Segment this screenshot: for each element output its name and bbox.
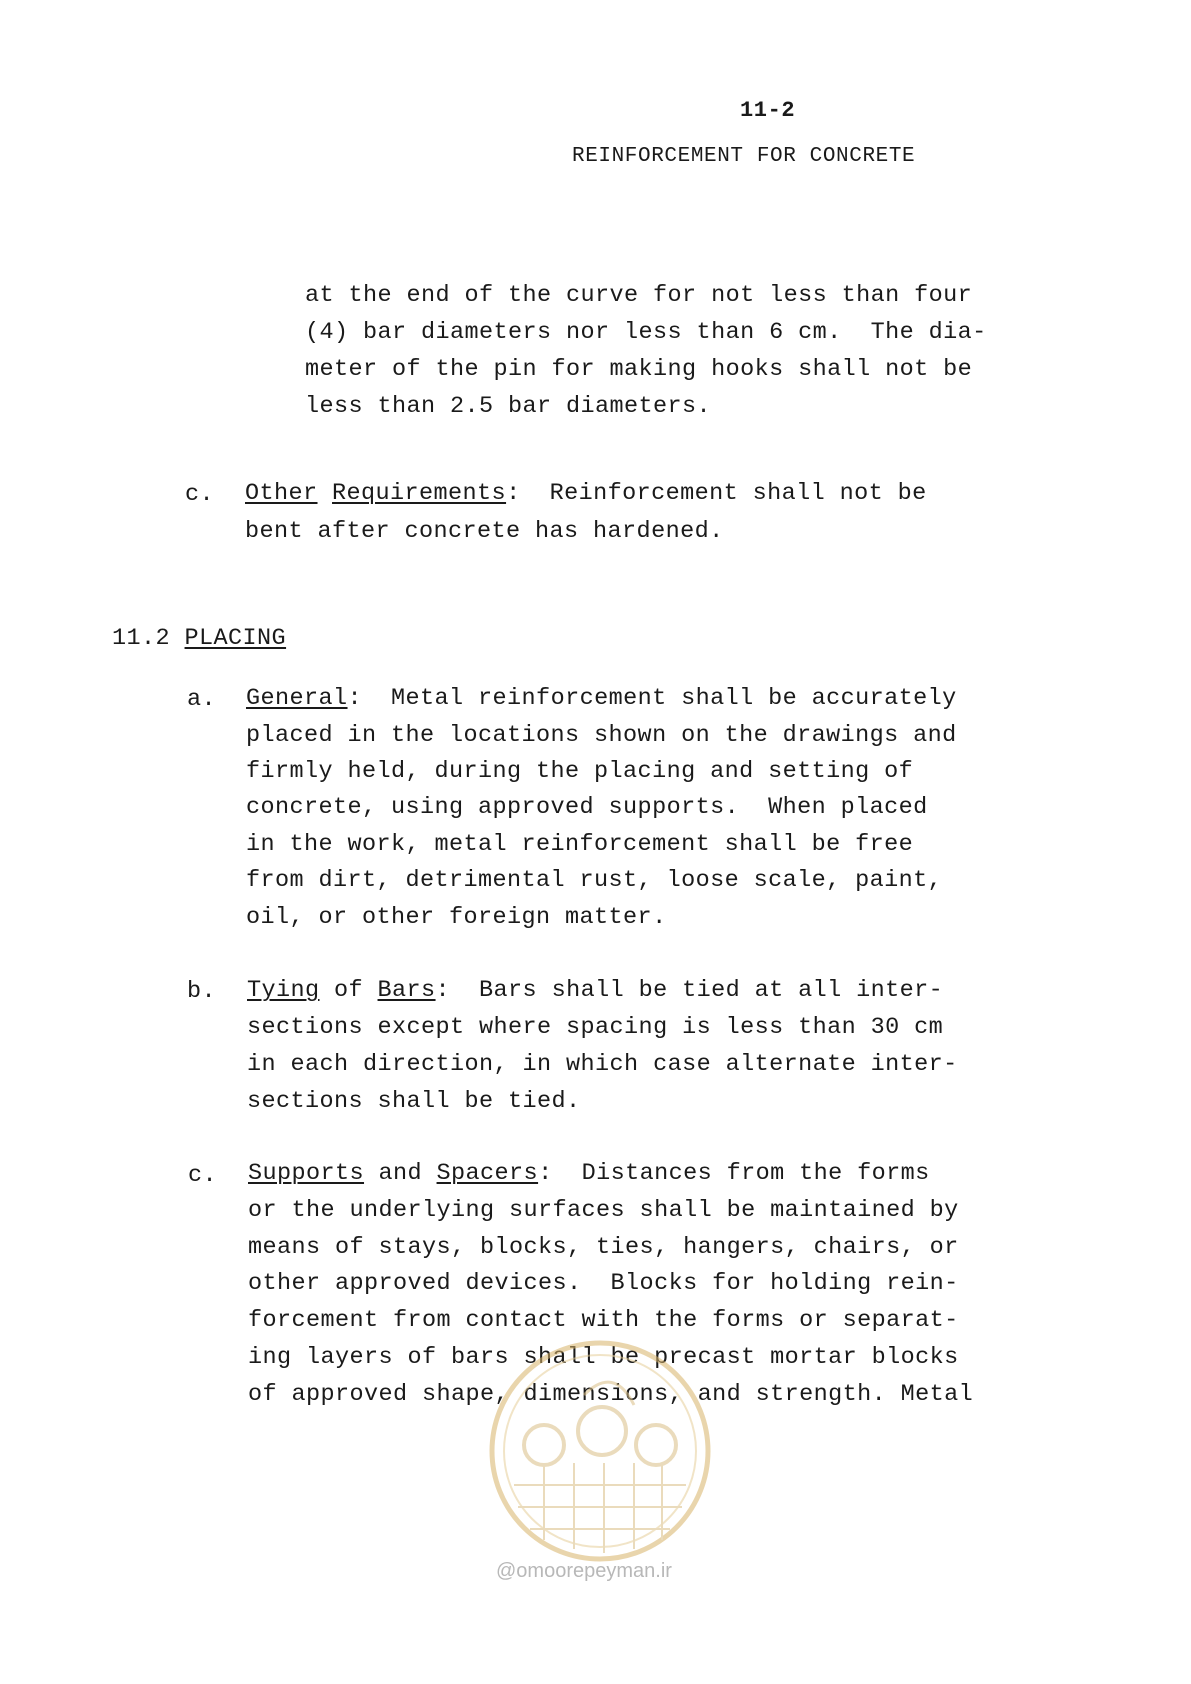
item-a-marker: a. — [187, 686, 217, 713]
item-a-line-7: oil, or other foreign matter. — [246, 904, 667, 931]
watermark-text: @omoorepeyman.ir — [496, 1560, 672, 1582]
item-b-label-b: Bars — [377, 977, 436, 1004]
item-c-line-7: of approved shape, dimensions, and strength. Metal — [248, 1381, 974, 1408]
section-number: 11.2 — [112, 625, 171, 652]
other-req-label-a: Other — [245, 480, 318, 507]
item-c-first-line — [248, 1157, 930, 1191]
section-heading — [112, 622, 286, 656]
item-a-first-line — [246, 682, 957, 716]
other-req-line-2: bent after concrete has hardened. — [245, 518, 724, 545]
carryover-line-1: at the end of the curve for not less than four — [305, 282, 973, 309]
item-b-mid: of — [319, 977, 378, 1004]
item-a-text: : Metal reinforcement shall be accurately — [347, 685, 957, 712]
item-c-line-6: ing layers of bars shall be precast mortar blocks — [248, 1344, 959, 1371]
item-c-line-2: or the underlying surfaces shall be maintained by — [248, 1197, 959, 1224]
item-a-line-2: placed in the locations shown on the drawings and — [246, 722, 957, 749]
item-b-line-3: in each direction, in which case alternate inter- — [247, 1051, 958, 1078]
item-c-label-b: Spacers — [436, 1160, 539, 1187]
item-b-first-line — [247, 974, 943, 1008]
item-c-label-a: Supports — [248, 1160, 365, 1187]
item-c-line-5: forcement from contact with the forms or separat- — [248, 1307, 959, 1334]
item-a-line-4: concrete, using approved supports. When placed — [246, 794, 928, 821]
carryover-line-3: meter of the pin for making hooks shall not be — [305, 356, 973, 383]
item-b-text: : Bars shall be tied at all inter- — [435, 977, 944, 1004]
section-header-title: REINFORCEMENT FOR CONCRETE — [572, 145, 916, 168]
section-title: PLACING — [184, 625, 287, 652]
other-req-text: : Reinforcement shall not be — [506, 480, 927, 507]
other-req-label-b: Requirements — [332, 480, 507, 507]
other-req-first-line — [245, 477, 927, 511]
item-c-line-4: other approved devices. Blocks for holding rein- — [248, 1270, 959, 1297]
item-c-mid: and — [364, 1160, 437, 1187]
item-a-label: General — [246, 685, 348, 712]
item-b-line-2: sections except where spacing is less than 30 cm — [247, 1014, 944, 1041]
carryover-line-4: less than 2.5 bar diameters. — [305, 393, 712, 420]
item-c-line-3: means of stays, blocks, ties, hangers, chairs, or — [248, 1234, 959, 1261]
item-b-line-4: sections shall be tied. — [247, 1088, 581, 1115]
item-c-text: : Distances from the forms — [538, 1160, 930, 1187]
page-number: 11-2 — [740, 98, 796, 123]
item-b-label-a: Tying — [247, 977, 320, 1004]
other-req-marker: c. — [185, 481, 215, 508]
carryover-line-2: (4) bar diameters nor less than 6 cm. The dia- — [305, 319, 987, 346]
item-b-marker: b. — [187, 978, 217, 1005]
item-a-line-6: from dirt, detrimental rust, loose scale, paint, — [246, 867, 943, 894]
item-c-marker: c. — [188, 1162, 218, 1189]
item-a-line-5: in the work, metal reinforcement shall be free — [246, 831, 914, 858]
item-a-line-3: firmly held, during the placing and setting of — [246, 758, 914, 785]
seal-logo-icon — [484, 1335, 716, 1567]
